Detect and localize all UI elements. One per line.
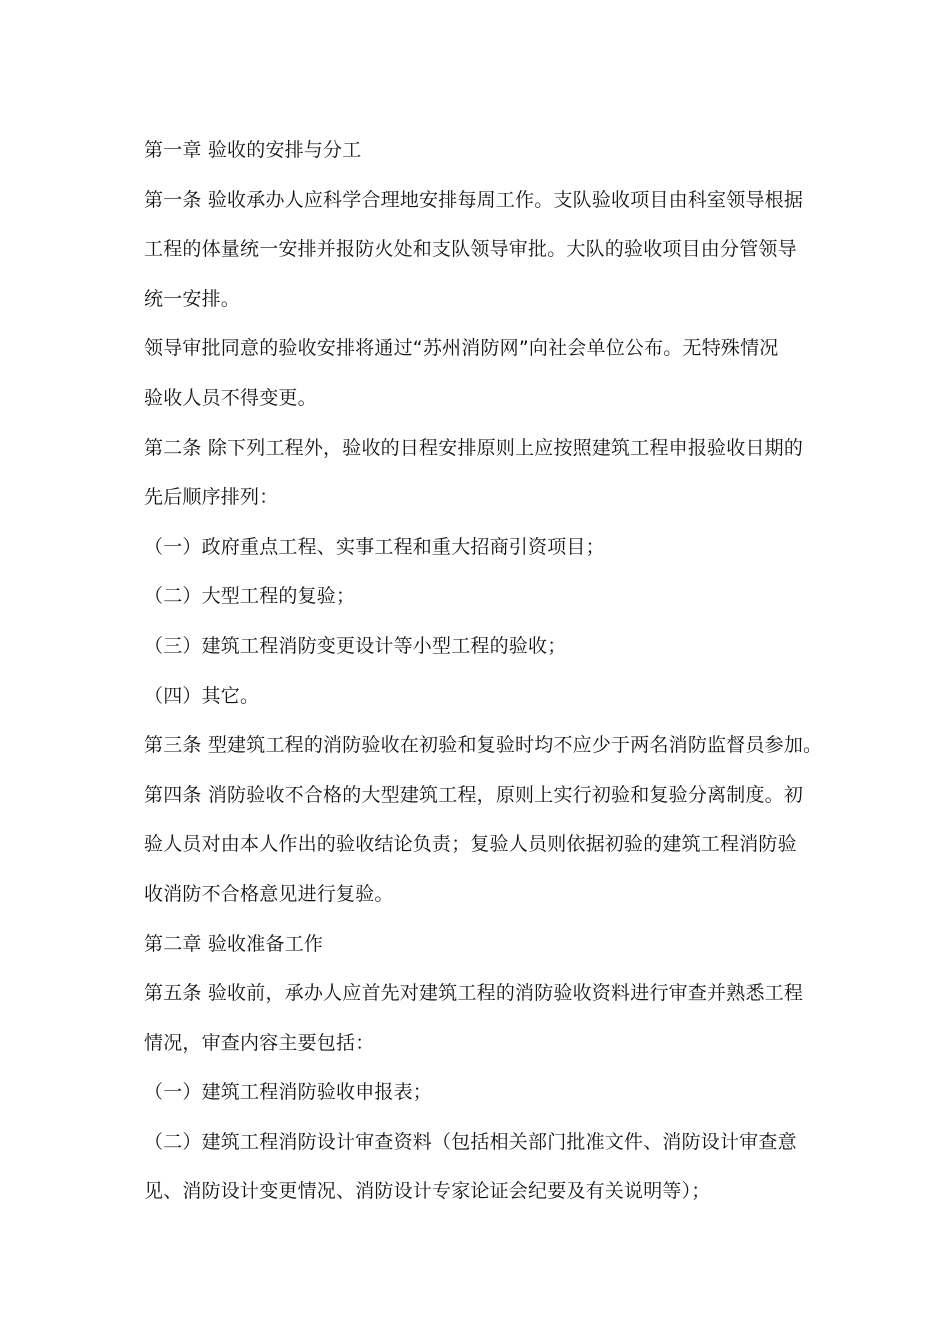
list-item: （二）建筑工程消防设计审查资料（包括相关部门批准文件、消防设计审查意 bbox=[144, 1130, 797, 1153]
chapter-heading: 第一章 验收的安排与分工 bbox=[144, 139, 362, 161]
paragraph-line: 验收人员不得变更。 bbox=[144, 386, 317, 409]
paragraph-line: 第五条 验收前，承办人应首先对建筑工程的消防验收资料进行审查并熟悉工程 bbox=[144, 982, 804, 1005]
paragraph-line: 统一安排。 bbox=[144, 287, 241, 310]
list-item: （三）建筑工程消防变更设计等小型工程的验收； bbox=[144, 634, 567, 657]
paragraph-line: 第三条 型建筑工程的消防验收在初验和复验时均不应少于两名消防监督员参加。 bbox=[144, 734, 823, 757]
paragraph-line: 第四条 消防验收不合格的大型建筑工程，原则上实行初验和复验分离制度。初 bbox=[144, 783, 804, 806]
paragraph-line: 领导审批同意的验收安排将通过“苏州消防网”向社会单位公布。无特殊情况 bbox=[144, 337, 779, 360]
list-item: （四）其它。 bbox=[144, 684, 260, 707]
document-body bbox=[144, 132, 834, 1223]
paragraph-line: 先后顺序排列： bbox=[144, 486, 279, 509]
paragraph-line: 工程的体量统一安排并报防火处和支队领导审批。大队的验收项目由分管领导 bbox=[144, 238, 797, 261]
chapter-heading: 第二章 验收准备工作 bbox=[144, 932, 324, 955]
paragraph-line: 情况，审查内容主要包括： bbox=[144, 1031, 375, 1054]
list-item: 见、消防设计变更情况、消防设计专家论证会纪要及有关说明等）； bbox=[144, 1180, 711, 1203]
list-item: （二）大型工程的复验； bbox=[144, 585, 356, 608]
paragraph-line: 验人员对由本人作出的验收结论负责；复验人员则依据初验的建筑工程消防验 bbox=[144, 833, 797, 856]
paragraph-line: 第一条 验收承办人应科学合理地安排每周工作。支队验收项目由科室领导根据 bbox=[144, 188, 804, 211]
list-item: （一）建筑工程消防验收申报表； bbox=[144, 1081, 433, 1104]
paragraph-line: 第二条 除下列工程外，验收的日程安排原则上应按照建筑工程申报验收日期的 bbox=[144, 436, 804, 459]
list-item: （一）政府重点工程、实事工程和重大招商引资项目； bbox=[144, 535, 605, 558]
paragraph-line: 收消防不合格意见进行复验。 bbox=[144, 882, 394, 905]
